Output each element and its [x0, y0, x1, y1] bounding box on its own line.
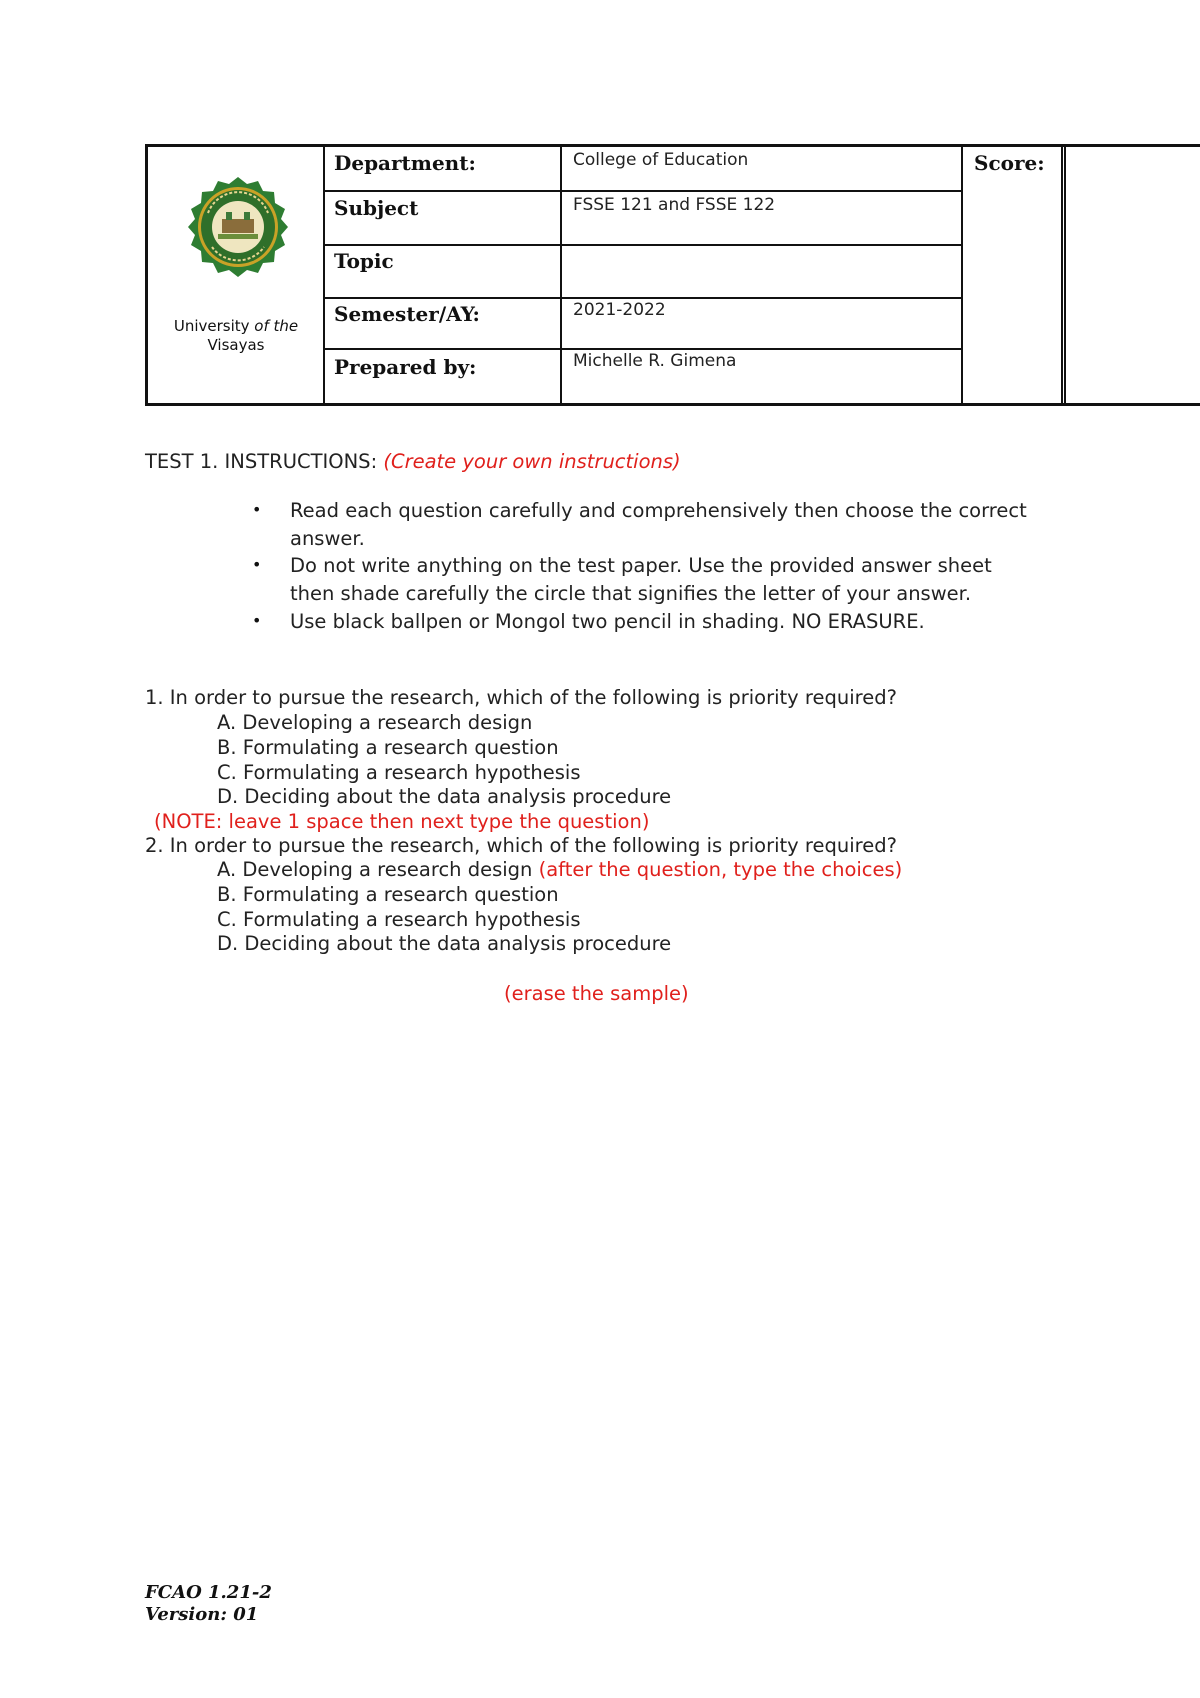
- subject-label: Subject: [334, 196, 419, 220]
- form-code: FCAO 1.21-2: [145, 1582, 272, 1603]
- semester-value: 2021-2022: [573, 300, 666, 320]
- question-text: 1. In order to pursue the research, which of the following is priority required?: [145, 686, 897, 709]
- column-divider: [961, 147, 963, 403]
- topic-label: Topic: [334, 249, 394, 273]
- choice-a: [217, 858, 902, 881]
- instruction-line: Do not write anything on the test paper. Use the provided answer sheet: [290, 554, 992, 577]
- row-divider: [323, 297, 963, 299]
- instruction-line: answer.: [290, 527, 365, 550]
- column-divider: [1061, 147, 1063, 403]
- row-divider: [323, 244, 963, 246]
- university-seal-icon: [186, 175, 290, 279]
- instruction-line: Read each question carefully and comprehensively then choose the correct: [290, 499, 1027, 522]
- question-note: (NOTE: leave 1 space then next type the question): [154, 810, 650, 833]
- logo-cell: [148, 147, 324, 403]
- choice-note: (after the question, type the choices): [538, 858, 903, 881]
- test-heading-note: (Create your own instructions): [383, 450, 681, 473]
- row-divider: [323, 348, 963, 350]
- choice-d: D. Deciding about the data analysis procedure: [217, 785, 672, 808]
- row-divider: [323, 190, 963, 192]
- test-heading-text: TEST 1. INSTRUCTIONS:: [145, 450, 384, 473]
- bullet-icon: •: [252, 611, 262, 630]
- choice-a: A. Developing a research design: [217, 711, 533, 734]
- test-heading: [145, 450, 681, 473]
- column-divider: [1064, 147, 1066, 403]
- header-table: [145, 144, 1200, 406]
- choice-d: D. Deciding about the data analysis procedure: [217, 932, 672, 955]
- column-divider: [323, 147, 325, 403]
- erase-note: (erase the sample): [504, 982, 689, 1005]
- semester-label: Semester/AY:: [334, 302, 480, 326]
- choice-b: B. Formulating a research question: [217, 736, 559, 759]
- university-word: University: [173, 317, 250, 335]
- department-value: College of Education: [573, 150, 749, 170]
- bullet-icon: •: [252, 555, 262, 574]
- column-divider: [560, 147, 562, 403]
- university-city: Visayas: [207, 336, 265, 354]
- university-name: [148, 317, 324, 355]
- form-version: Version: 01: [145, 1604, 259, 1625]
- score-label: Score:: [974, 151, 1045, 175]
- choice-a-text: A. Developing a research design: [217, 858, 539, 881]
- question-text: 2. In order to pursue the research, which of the following is priority required?: [145, 834, 897, 857]
- choice-b: B. Formulating a research question: [217, 883, 559, 906]
- prepared-by-value: Michelle R. Gimena: [573, 351, 737, 371]
- university-of-the: of the: [254, 317, 299, 335]
- subject-value: FSSE 121 and FSSE 122: [573, 195, 776, 215]
- department-label: Department:: [334, 151, 476, 175]
- instruction-line: then shade carefully the circle that signifies the letter of your answer.: [290, 582, 972, 605]
- choice-c: C. Formulating a research hypothesis: [217, 908, 581, 931]
- choice-c: C. Formulating a research hypothesis: [217, 761, 581, 784]
- bullet-icon: •: [252, 500, 262, 519]
- prepared-by-label: Prepared by:: [334, 355, 477, 379]
- instruction-line: Use black ballpen or Mongol two pencil in shading. NO ERASURE.: [290, 610, 925, 633]
